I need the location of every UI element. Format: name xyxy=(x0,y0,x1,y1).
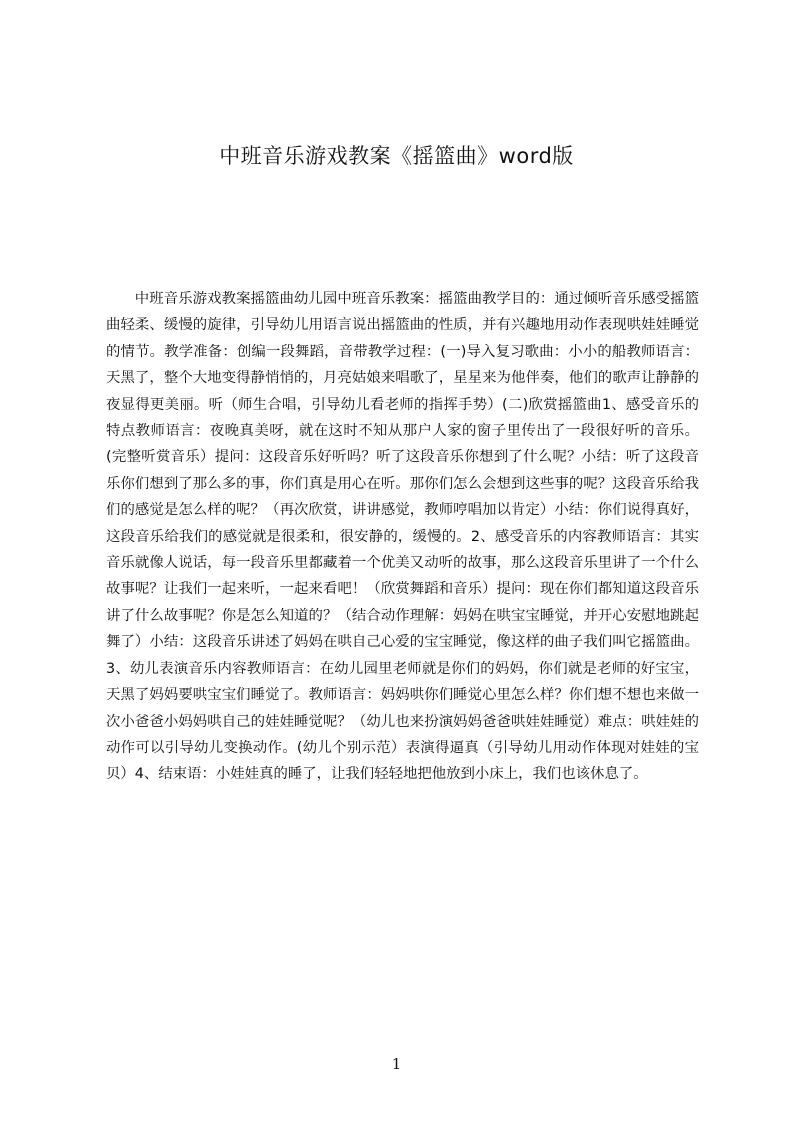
document-title: 中班音乐游戏教案《摇篮曲》word版 xyxy=(219,144,574,168)
document-body-paragraph: 中班音乐游戏教案摇篮曲幼儿园中班音乐教案：摇篮曲教学目的：通过倾听音乐感受摇篮曲轻柔、缓慢的旋律，引导幼儿用语言说出摇篮曲的性质，并有兴趣地用动作表现哄娃娃睡觉的情节。教学准备：创编一段舞蹈，音带教学过程：(一)导入复习歌曲：小小的船教师语言：天黑了，整个大地变得静悄悄的，月亮姑娘来唱歌了，星星来为他伴奏，他们的歌声让静静的夜显得更美丽。听（师生合唱，引导幼儿看老师的指挥手势）(二)欣赏摇篮曲1、感受音乐的特点教师语言：夜晚真美呀，就在这时不知从那户人家的窗子里传出了一段很好听的音乐。(完整听赏音乐）提问：这段音乐好听吗？听了这段音乐你想到了什么呢？小结：听了这段音乐你们想到了那么多的事，你们真是用心在听。那你们怎么会想到这些事的呢？这段音乐给我们的感觉是怎么样的呢？（再次欣赏，讲讲感觉，教师哼唱加以肯定）小结：你们说得真好，这段音乐给我们的感觉就是很柔和，很安静的，缓慢的。2、感受音乐的内容教师语言：其实音乐就像人说话，每一段音乐里都藏着一个优美又动听的故事，那么这段音乐里讲了一个什么故事呢？让我们一起来听，一起来看吧！（欣赏舞蹈和音乐）提问：现在你们都知道这段音乐讲了什么故事呢？你是怎么知道的？（结合动作理解：妈妈在哄宝宝睡觉，并开心安慰地跳起舞了）小结：这段音乐讲述了妈妈在哄自己心爱的宝宝睡觉，像这样的曲子我们叫它摇篮曲。3、幼儿表演音乐内容教师语言：在幼儿园里老师就是你们的妈妈，你们就是老师的好宝宝，天黑了妈妈要哄宝宝们睡觉了。教师语言：妈妈哄你们睡觉心里怎么样？你们想不想也来做一次小爸爸小妈妈哄自己的娃娃睡觉呢？（幼儿也来扮演妈妈爸爸哄娃娃睡觉）难点：哄娃娃的动作可以引导幼儿变换动作。(幼儿个别示范）表演得逼真（引导幼儿用动作体现对娃娃的宝贝）4、结束语：小娃娃真的睡了，让我们轻轻地把他放到小床上，我们也该休息了。 xyxy=(106,291,699,783)
page-number: 1 xyxy=(391,1055,402,1073)
